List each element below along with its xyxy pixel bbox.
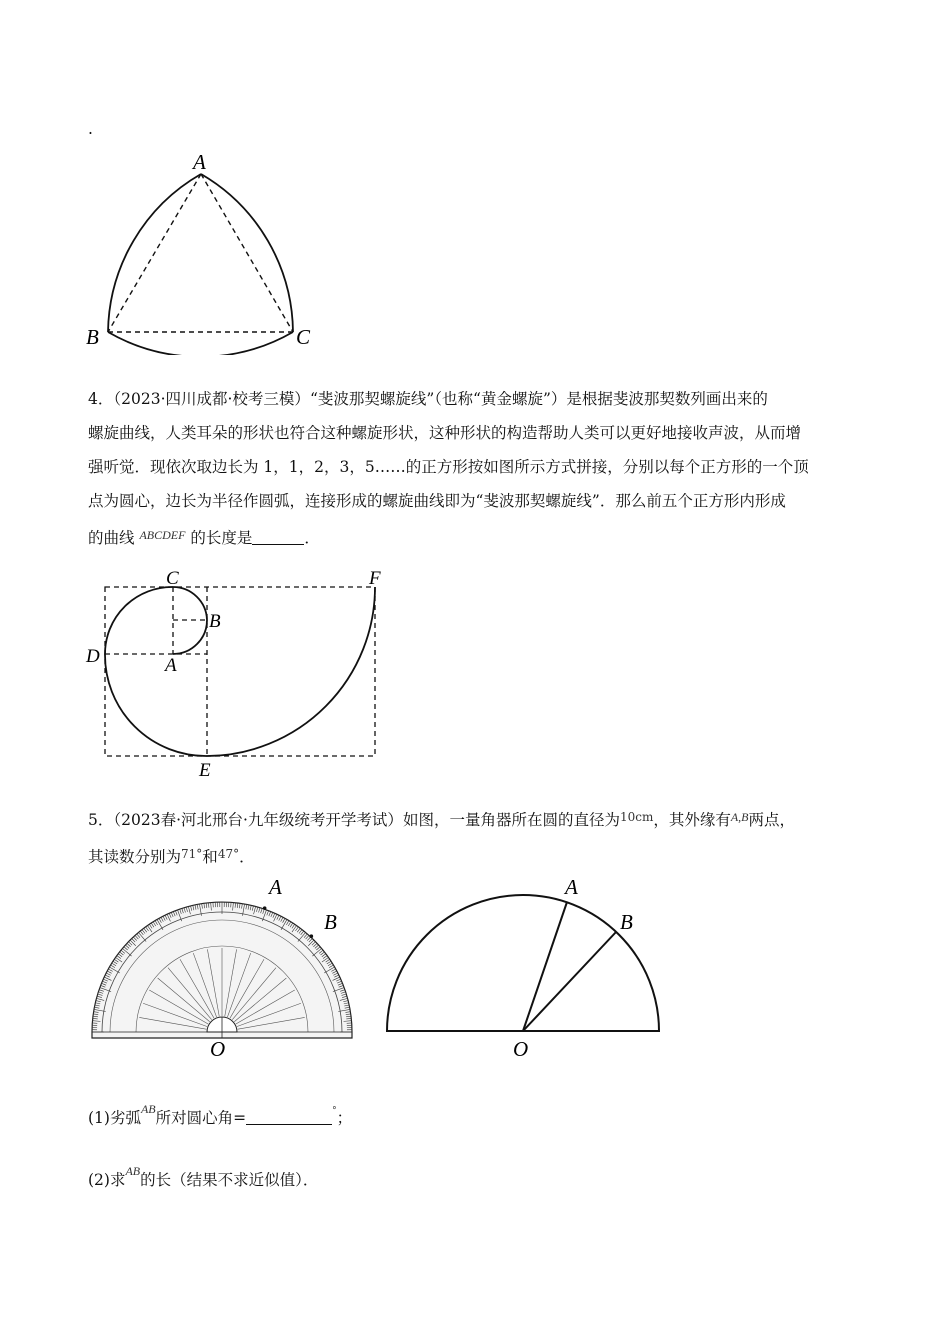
- q5-text-1: 如图，一量角器所在圆的直径为: [402, 811, 620, 829]
- q4-last-prefix: 的曲线: [88, 529, 135, 547]
- label-c: C: [166, 568, 179, 589]
- q5-reading-a: 71°: [181, 847, 203, 861]
- q4-last-suffix: 的长度是: [190, 529, 253, 547]
- label-o: O: [513, 1037, 529, 1061]
- protractor-drawing: [92, 902, 352, 1038]
- sub1-answer-blank[interactable]: [246, 1110, 332, 1125]
- label-e: E: [199, 760, 211, 781]
- reuleaux-triangle-figure: [80, 150, 320, 355]
- sub2-prefix: (2)求: [88, 1171, 126, 1189]
- label-d: D: [86, 646, 100, 667]
- question-5: [88, 800, 868, 874]
- label-a: A: [565, 875, 578, 899]
- outer-rectangle: [105, 587, 375, 756]
- label-b: B: [324, 910, 337, 934]
- fibonacci-spiral-figure: [80, 565, 400, 783]
- marker-a: [263, 906, 267, 910]
- radius-ob: [523, 932, 616, 1031]
- sub2-arc: AB: [125, 1164, 141, 1178]
- q5-number: 5．: [88, 811, 114, 829]
- arc-bc: [108, 332, 293, 355]
- sub1-unit: °: [332, 1106, 337, 1116]
- sub1-arc: AB: [140, 1102, 156, 1116]
- q4-end: ．: [304, 529, 320, 547]
- q5-source: （2023春·河北邢台·九年级统考开学考试）: [113, 811, 403, 829]
- q4-source: （2023·四川成都·校考三模）: [113, 390, 310, 408]
- sub1-text: 所对圆心角=: [155, 1109, 247, 1127]
- label-o: O: [210, 1037, 226, 1061]
- segment-ab: [108, 174, 201, 332]
- sub-question-2: [88, 1160, 318, 1191]
- label-b: B: [86, 325, 99, 349]
- sub-question-1: [88, 1098, 352, 1129]
- protractor-figure: [86, 872, 366, 1062]
- q5-text-4: 其读数分别为: [88, 848, 182, 866]
- sub1-prefix: (1)劣弧: [88, 1109, 141, 1127]
- label-c: C: [296, 325, 311, 349]
- label-f: F: [369, 568, 381, 589]
- q4-line-2: 螺旋曲线，人类耳朵的形状也符合这种螺旋形状，这种形状的构造帮助人类可以更好地接收声波，从而增: [88, 424, 802, 442]
- sub2-text: 的长（结果不求近似值）．: [140, 1171, 319, 1189]
- q4-number: 4．: [88, 390, 114, 408]
- label-a: A: [165, 655, 177, 676]
- q4-line-4: 点为圆心，边长为半径作圆弧，连接形成的螺旋曲线即为“斐波那契螺旋线”．那么前五个正方形内形成: [88, 492, 786, 510]
- q4-curve-name: ABCDEF: [139, 528, 186, 542]
- q5-text-3: 两点，: [748, 811, 796, 829]
- q5-end: ．: [239, 848, 255, 866]
- label-a: A: [269, 875, 282, 899]
- q5-points: A,B: [730, 810, 749, 824]
- q4-line-3: 强听觉．现依次取边长为 1，1，2，3，5……的正方形按如图所示方式拼接，分别以每个正方形的一个顶: [88, 458, 809, 476]
- marker-b: [310, 934, 314, 938]
- label-b: B: [620, 910, 633, 934]
- stray-dot: .: [88, 120, 93, 138]
- q5-diameter: 10cm: [619, 810, 654, 824]
- semicircle-figure: [380, 872, 670, 1062]
- segment-ac: [201, 174, 293, 332]
- label-b: B: [209, 611, 221, 632]
- q4-line-1: “斐波那契螺旋线”（也称“黄金螺旋”）是根据斐波那契数列画出来的: [309, 390, 768, 408]
- radius-oa: [523, 902, 567, 1031]
- label-a: A: [193, 150, 206, 174]
- q5-reading-b: 47°: [217, 847, 240, 861]
- q5-and: 和: [202, 848, 218, 866]
- sub1-end: ；: [336, 1109, 353, 1127]
- q4-answer-blank[interactable]: [252, 530, 304, 545]
- q5-text-2: ，其外缘有: [653, 811, 731, 829]
- spiral-curve: [105, 587, 375, 756]
- semicircle-outline: [387, 895, 659, 1031]
- question-4: [88, 382, 868, 555]
